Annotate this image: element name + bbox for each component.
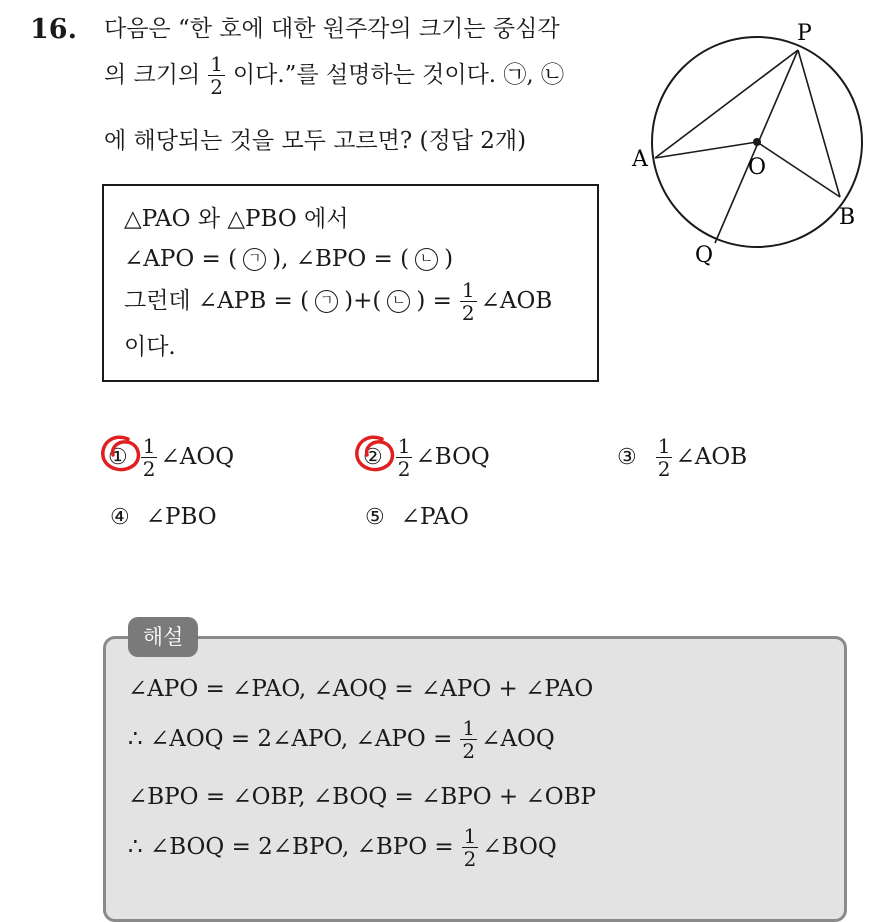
option-text: ∠PAO	[400, 504, 469, 530]
circle-stroke	[357, 437, 393, 469]
fraction-denominator: 2	[463, 847, 477, 871]
option-number: ①	[108, 444, 128, 470]
label-P: P	[797, 21, 812, 46]
question-line-1: 다음은 “한 호에 대한 원주각의 크기는 중심각	[104, 16, 560, 42]
box-line-2-b: ), ∠BPO = (	[272, 246, 410, 272]
label-Q: Q	[695, 243, 714, 268]
solution-line-2-b: ∠AOQ	[481, 726, 555, 752]
option-number: ③	[617, 444, 637, 470]
segment-PB	[798, 50, 840, 197]
segment-AO	[655, 142, 757, 158]
answer-circle-mark	[352, 434, 398, 476]
solution-line-1: ∠APO = ∠PAO, ∠AOQ = ∠APO + ∠PAO	[128, 676, 594, 702]
box-line-1: △PAO 와 △PBO 에서	[124, 206, 349, 232]
box-line-2	[124, 248, 453, 271]
blank-giyeok-marker: ㄱ	[243, 248, 266, 271]
option-number: ④	[110, 504, 130, 530]
fraction-denominator: 2	[657, 457, 671, 481]
blank-giyeok-marker: ㄱ	[315, 290, 338, 313]
question-number: 16.	[30, 14, 77, 45]
option-3[interactable]	[617, 436, 747, 479]
one-half-fraction	[396, 436, 413, 479]
solution-line-4	[128, 826, 557, 869]
box-line-3-b: )+(	[344, 288, 382, 314]
option-5[interactable]	[365, 506, 469, 529]
fraction-numerator: 1	[210, 52, 223, 76]
option-text: ∠AOQ	[160, 444, 235, 470]
fraction-denominator: 2	[461, 301, 475, 325]
option-4[interactable]	[110, 506, 217, 529]
option-number: ⑤	[365, 504, 385, 530]
box-line-3-d: ∠AOB	[480, 288, 553, 314]
segment-OB	[757, 142, 840, 197]
circle-figure	[625, 18, 875, 273]
option-text: ∠AOB	[675, 444, 748, 470]
segment-PA	[655, 50, 798, 158]
solution-tab: 해설	[128, 617, 198, 657]
blank-nieun-marker: ㄴ	[387, 290, 410, 313]
question-line-2	[104, 54, 564, 97]
fraction-denominator: 2	[142, 457, 156, 481]
solution-line-4-b: ∠BOQ	[482, 834, 557, 860]
one-half-fraction	[208, 54, 225, 97]
question-line-2-end: 이다.”를 설명하는 것이다. ㉠, ㉡	[232, 62, 565, 88]
fraction-numerator: 1	[657, 434, 671, 458]
option-text: ∠BOQ	[415, 444, 490, 470]
box-line-3-c: ) =	[416, 288, 452, 314]
fraction-numerator: 1	[463, 824, 477, 848]
box-line-2-c: )	[444, 246, 454, 272]
label-O: O	[748, 155, 767, 180]
box-line-3	[124, 280, 552, 323]
box-line-2-a: ∠APO = (	[124, 246, 238, 272]
solution-line-3: ∠BPO = ∠OBP, ∠BOQ = ∠BPO + ∠OBP	[128, 784, 596, 810]
option-number: ②	[363, 444, 383, 470]
option-text: ∠PBO	[145, 504, 217, 530]
box-line-3-a: 그런데 ∠APB = (	[124, 288, 310, 314]
fraction-numerator: 1	[462, 716, 476, 740]
fraction-denominator: 2	[397, 457, 411, 481]
center-point	[753, 138, 761, 146]
fraction-denominator: 2	[210, 75, 223, 99]
one-half-fraction	[656, 436, 673, 479]
answer-circle-mark	[98, 434, 144, 476]
fraction-numerator: 1	[397, 434, 411, 458]
question-line-2-start: 의 크기의	[104, 62, 201, 88]
box-line-4: 이다.	[124, 334, 176, 360]
one-half-fraction	[460, 280, 477, 323]
label-A: A	[632, 147, 648, 172]
blank-nieun-marker: ㄴ	[415, 248, 438, 271]
one-half-fraction	[460, 718, 477, 761]
solution-line-4-a: ∴ ∠BOQ = 2∠BPO, ∠BPO =	[128, 834, 454, 860]
solution-line-2-a: ∴ ∠AOQ = 2∠APO, ∠APO =	[128, 726, 453, 752]
fraction-denominator: 2	[462, 739, 476, 763]
one-half-fraction	[462, 826, 479, 869]
solution-line-2	[128, 718, 555, 761]
label-B: B	[839, 205, 856, 230]
fraction-numerator: 1	[461, 278, 475, 302]
circle-stroke	[103, 437, 139, 469]
fraction-numerator: 1	[142, 434, 156, 458]
question-line-3: 에 해당되는 것을 모두 고르면? (정답 2개)	[104, 128, 527, 154]
